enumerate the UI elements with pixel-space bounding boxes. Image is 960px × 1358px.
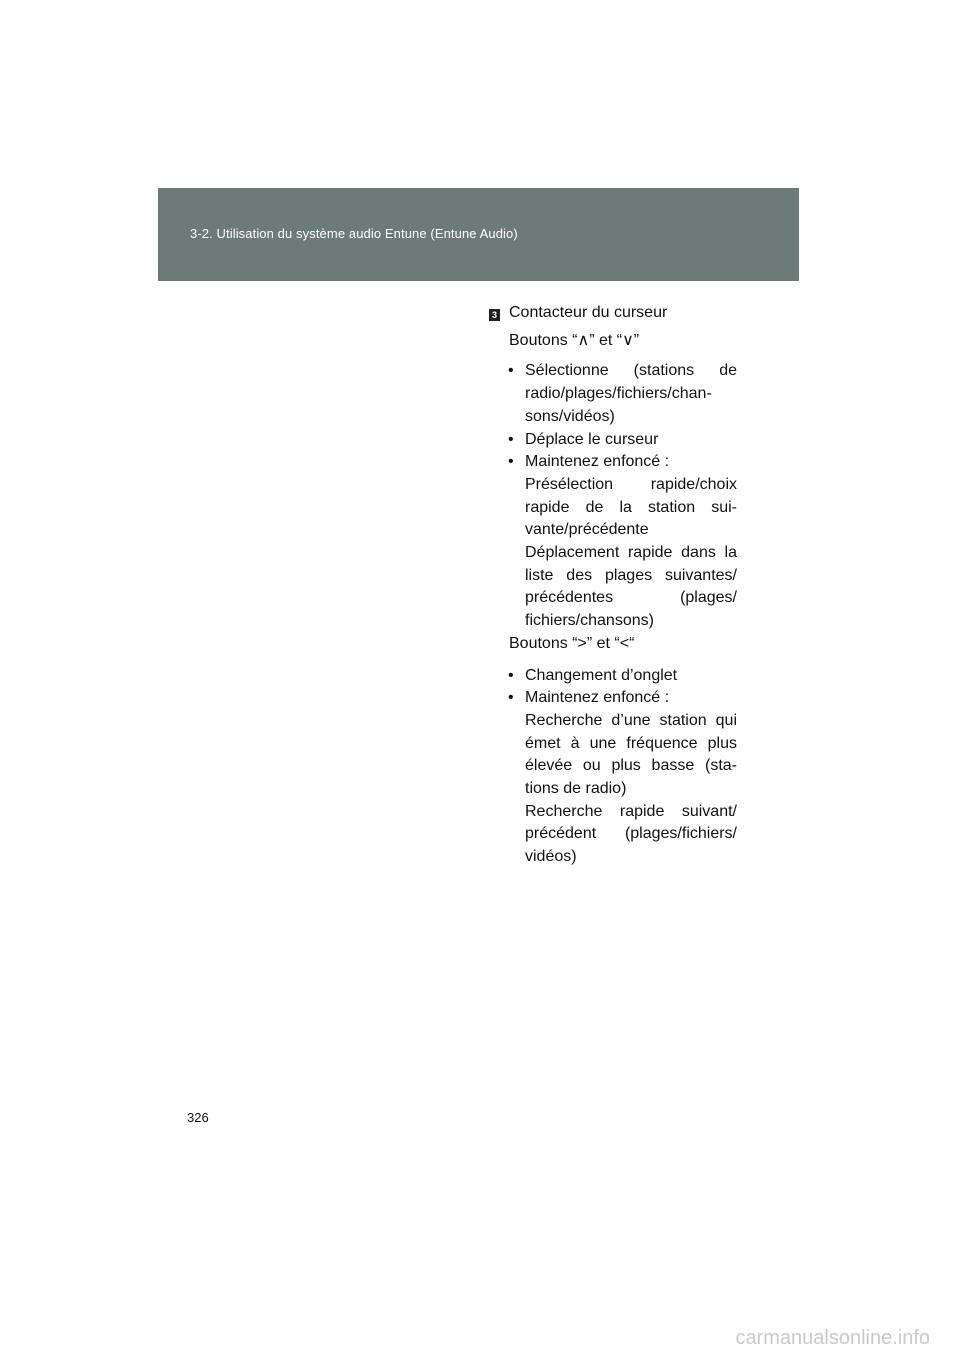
section-heading: Contacteur du curseur bbox=[509, 304, 668, 321]
bullet-icon: • bbox=[508, 666, 514, 684]
hold-description-text: Recherche rapide suivant/ précédent (plages/fichiers/ vidéos) bbox=[525, 802, 737, 866]
step-number-badge: 3 bbox=[489, 309, 500, 321]
list-item bbox=[489, 687, 737, 710]
hold-description-text: Présélection rapide/choix rapide de la station sui-vante/précédente bbox=[525, 475, 737, 539]
list-item-text: Déplace le curseur bbox=[525, 430, 659, 448]
list-item bbox=[489, 451, 737, 474]
up-down-buttons-heading: Boutons “∧” et “∨” bbox=[509, 331, 640, 349]
list-item-text: Maintenez enfoncé : bbox=[525, 689, 670, 707]
left-right-functions-list bbox=[489, 665, 737, 710]
bullet-icon: • bbox=[508, 689, 514, 707]
section-header-bar bbox=[158, 188, 799, 281]
list-item-text: Maintenez enfoncé : bbox=[525, 453, 670, 471]
watermark: carmanualsonline.info bbox=[735, 1327, 930, 1349]
left-right-buttons-heading: Boutons “>” et “<“ bbox=[509, 634, 635, 652]
cursor-switch-section bbox=[489, 302, 737, 869]
list-item bbox=[489, 665, 737, 688]
list-item bbox=[489, 429, 737, 452]
list-item-text: Sélectionne (stations de radio/plages/fichiers/chan-sons/vidéos) bbox=[525, 362, 737, 425]
page-number: 326 bbox=[187, 1110, 209, 1125]
list-item-text: Changement d’onglet bbox=[525, 666, 678, 684]
hold-description-text: Déplacement rapide dans la liste des plages suivantes/ précédentes (plages/ fichiers/chansons) bbox=[525, 544, 737, 630]
up-down-functions-list bbox=[489, 360, 737, 474]
hold-description-text: Recherche d’une station qui émet à une fréquence plus élevée ou plus basse (sta-tions de radio) bbox=[525, 711, 737, 798]
bullet-icon: • bbox=[508, 453, 514, 471]
bullet-icon: • bbox=[508, 362, 514, 380]
section-title: 3-2. Utilisation du système audio Entune (Entune Audio) bbox=[190, 226, 518, 241]
bullet-icon: • bbox=[508, 430, 514, 448]
list-item bbox=[489, 360, 737, 428]
